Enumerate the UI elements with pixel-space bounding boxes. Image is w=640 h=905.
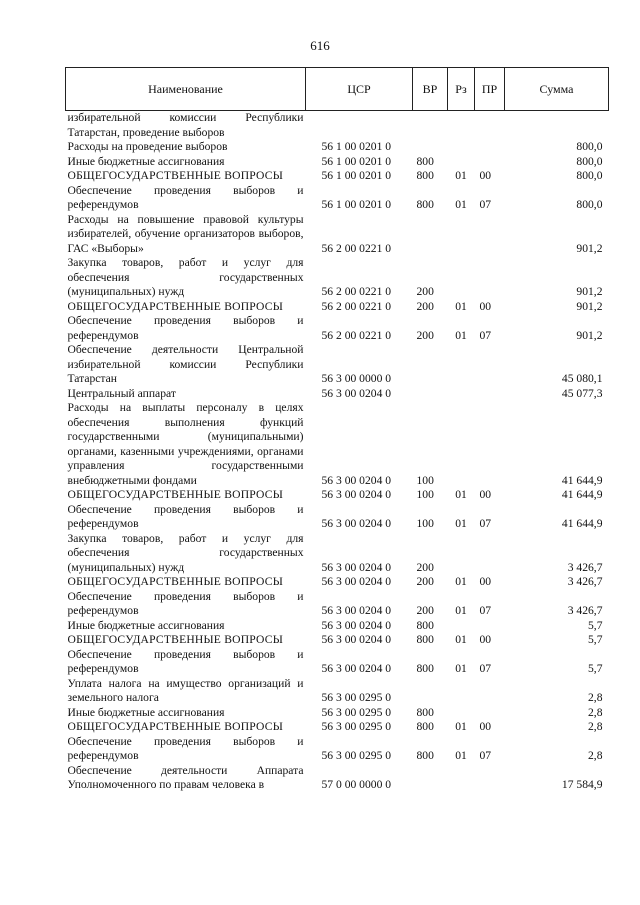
cell-vr: 800 [416, 749, 434, 762]
table-row [66, 343, 609, 387]
cell-name: Обеспечение проведения выборов и референдумов [67, 589, 304, 617]
cell-sum: 3 426,7 [567, 560, 603, 574]
cell-name: Закупка товаров, работ и услуг для обеспечения государственных (муниципальных) нужд [67, 256, 304, 298]
budget-table [65, 67, 609, 793]
cell-vr [413, 764, 448, 793]
cell-name: Иные бюджетные ассигнования [67, 705, 225, 719]
cell-vr: 800 [416, 154, 434, 168]
cell-name: Расходы на выплаты персоналу в целях обеспечения выполнения функций государственными (муниципальными) органами, казенными учреждениями, органами управления государственными внебюджетными фондами [67, 401, 304, 487]
cell-name: Закупка товаров, работ и услуг для обеспечения государственных (муниципальных) нужд [67, 531, 304, 574]
cell-pr [475, 706, 505, 721]
cell-vr: 100 [416, 517, 434, 530]
table-row [66, 387, 609, 402]
cell-vr: 200 [416, 604, 434, 617]
cell-rz [448, 619, 475, 634]
cell-vr [413, 387, 448, 402]
cell-sum: 901,2 [576, 328, 603, 342]
table-row [66, 764, 609, 793]
cell-pr [475, 619, 505, 634]
cell-vr: 800 [416, 633, 434, 646]
cell-sum: 2,8 [588, 691, 603, 704]
cell-csr: 56 3 00 0204 0 [321, 473, 392, 487]
cell-rz [448, 677, 475, 706]
cell-csr: 56 3 00 0295 0 [321, 749, 392, 762]
cell-rz [448, 155, 475, 170]
cell-pr: 07 [479, 198, 492, 211]
cell-sum: 5,7 [588, 618, 603, 632]
cell-csr: 56 1 00 0201 0 [321, 154, 392, 168]
cell-sum: 45 080,1 [561, 372, 603, 385]
cell-rz: 01 [455, 749, 467, 762]
cell-csr: 56 2 00 0221 0 [321, 285, 392, 298]
cell-csr: 56 3 00 0204 0 [321, 575, 392, 588]
cell-name: ОБЩЕГОСУДАРСТВЕННЫЕ ВОПРОСЫ [67, 169, 284, 182]
table-row [66, 184, 609, 213]
header-vr: ВР [413, 68, 448, 111]
cell-vr: 800 [416, 198, 434, 211]
table-body [66, 111, 609, 793]
cell-pr [475, 532, 505, 576]
cell-csr: 56 3 00 0204 0 [321, 618, 392, 632]
cell-sum: 901,2 [576, 285, 603, 298]
cell-rz: 01 [455, 720, 467, 733]
cell-sum: 800,0 [576, 198, 603, 211]
cell-rz: 01 [455, 604, 467, 617]
cell-rz [448, 140, 475, 155]
table-header-row [66, 68, 609, 111]
table-row [66, 169, 609, 184]
cell-vr: 100 [416, 488, 434, 501]
cell-sum: 41 644,9 [561, 473, 603, 487]
cell-rz: 01 [455, 328, 467, 342]
cell-pr [475, 401, 505, 488]
cell-name: Обеспечение проведения выборов и референдумов [67, 183, 304, 211]
cell-pr: 07 [479, 662, 492, 675]
cell-vr: 200 [416, 285, 434, 298]
header-sum: Сумма [505, 68, 609, 111]
cell-pr [475, 677, 505, 706]
table-row [66, 140, 609, 155]
table-row [66, 720, 609, 735]
cell-sum [505, 111, 609, 141]
table-row [66, 314, 609, 343]
cell-rz [448, 343, 475, 387]
cell-csr: 56 1 00 0201 0 [321, 198, 392, 211]
cell-vr: 200 [416, 575, 434, 588]
table-row [66, 300, 609, 315]
cell-name: Центральный аппарат [67, 386, 176, 400]
cell-rz [448, 401, 475, 488]
cell-pr: 00 [479, 169, 492, 182]
cell-sum: 41 644,9 [561, 488, 603, 501]
cell-name: Обеспечение проведения выборов и референдумов [67, 647, 304, 675]
cell-csr: 56 3 00 0204 0 [321, 517, 392, 530]
cell-pr [475, 111, 505, 141]
cell-pr [475, 343, 505, 387]
cell-rz [448, 706, 475, 721]
cell-vr [413, 213, 448, 257]
cell-sum: 901,2 [576, 299, 603, 313]
cell-pr [475, 140, 505, 155]
header-pr: ПР [475, 68, 505, 111]
cell-vr [413, 343, 448, 387]
cell-name: ОБЩЕГОСУДАРСТВЕННЫЕ ВОПРОСЫ [67, 575, 284, 588]
cell-csr: 56 2 00 0221 0 [321, 328, 392, 342]
cell-name: избирательной комиссии Республики Татарстан, проведение выборов [67, 111, 304, 139]
cell-sum: 2,8 [588, 705, 603, 719]
cell-vr: 800 [416, 705, 434, 719]
cell-rz: 01 [455, 488, 467, 501]
cell-rz [448, 532, 475, 576]
cell-vr [413, 677, 448, 706]
cell-csr: 56 3 00 0204 0 [321, 633, 392, 646]
cell-vr: 800 [416, 662, 434, 675]
cell-rz: 01 [455, 633, 467, 646]
table-row [66, 633, 609, 648]
cell-pr: 07 [479, 749, 492, 762]
cell-rz [448, 111, 475, 141]
cell-pr: 00 [479, 299, 492, 313]
cell-pr: 00 [479, 488, 492, 501]
cell-rz: 01 [455, 299, 467, 313]
cell-csr [306, 111, 413, 141]
cell-name: Расходы на проведение выборов [67, 140, 228, 153]
cell-rz [448, 256, 475, 300]
cell-rz: 01 [455, 169, 467, 182]
cell-rz [448, 387, 475, 402]
cell-pr [475, 764, 505, 793]
header-rz: Рз [448, 68, 475, 111]
cell-csr: 56 3 00 0204 0 [321, 386, 392, 400]
cell-csr: 56 3 00 0204 0 [321, 662, 392, 675]
cell-name: ОБЩЕГОСУДАРСТВЕННЫЕ ВОПРОСЫ [67, 720, 284, 733]
table-row [66, 111, 609, 141]
cell-sum: 2,8 [588, 720, 603, 733]
cell-rz: 01 [455, 575, 467, 588]
cell-vr: 200 [416, 299, 434, 313]
cell-vr: 200 [416, 328, 434, 342]
cell-csr: 56 1 00 0201 0 [321, 169, 392, 182]
cell-sum: 3 426,7 [567, 575, 603, 588]
cell-pr: 07 [479, 517, 492, 530]
cell-csr: 56 3 00 0000 0 [321, 372, 392, 385]
cell-csr: 56 3 00 0295 0 [321, 720, 392, 733]
cell-csr: 56 2 00 0221 0 [321, 299, 392, 313]
cell-pr: 00 [479, 720, 492, 733]
table-row [66, 256, 609, 300]
table-row [66, 213, 609, 257]
cell-csr: 56 2 00 0221 0 [321, 241, 392, 255]
cell-pr: 07 [479, 328, 492, 342]
cell-rz: 01 [455, 198, 467, 211]
cell-name: Иные бюджетные ассигнования [67, 154, 225, 168]
cell-sum: 41 644,9 [561, 517, 603, 530]
table-row [66, 401, 609, 488]
cell-vr: 200 [416, 560, 434, 574]
cell-vr: 800 [416, 720, 434, 733]
cell-pr [475, 256, 505, 300]
cell-pr [475, 213, 505, 257]
cell-name: ОБЩЕГОСУДАРСТВЕННЫЕ ВОПРОСЫ [67, 633, 284, 646]
cell-rz: 01 [455, 517, 467, 530]
cell-sum: 800,0 [576, 169, 603, 182]
table-row [66, 619, 609, 634]
cell-pr [475, 155, 505, 170]
cell-csr: 56 3 00 0295 0 [321, 691, 392, 704]
cell-sum: 5,7 [588, 662, 603, 675]
cell-sum: 17 584,9 [561, 778, 603, 791]
table-row [66, 706, 609, 721]
cell-csr: 56 3 00 0204 0 [321, 488, 392, 501]
cell-pr [475, 387, 505, 402]
cell-vr: 100 [416, 473, 434, 487]
cell-vr [413, 140, 448, 155]
cell-name: Уплата налога на имущество организаций и земельного налога [67, 676, 304, 704]
table-row [66, 735, 609, 764]
cell-name: Обеспечение проведения выборов и референдумов [67, 734, 304, 762]
cell-name: ОБЩЕГОСУДАРСТВЕННЫЕ ВОПРОСЫ [67, 299, 284, 313]
cell-name: Обеспечение проведения выборов и референдумов [67, 502, 304, 530]
cell-name: Расходы на повышение правовой культуры избирателей, обучение организаторов выборов, ГАС «Выборы» [67, 212, 304, 255]
page-number: 616 [310, 38, 330, 53]
cell-name: Иные бюджетные ассигнования [67, 618, 225, 632]
table-row [66, 575, 609, 590]
table-row [66, 155, 609, 170]
table-row [66, 677, 609, 706]
cell-rz: 01 [455, 662, 467, 675]
cell-vr: 800 [416, 169, 434, 182]
header-name: Наименование [66, 68, 306, 111]
cell-name: Обеспечение деятельности Центральной избирательной комиссии Республики Татарстан [67, 343, 304, 385]
table-row [66, 503, 609, 532]
cell-sum: 3 426,7 [567, 604, 603, 617]
table-row [66, 532, 609, 576]
table-row [66, 648, 609, 677]
cell-csr: 57 0 00 0000 0 [321, 778, 392, 791]
cell-csr: 56 1 00 0201 0 [321, 140, 392, 153]
cell-rz [448, 764, 475, 793]
cell-csr: 56 3 00 0204 0 [321, 560, 392, 574]
cell-sum: 800,0 [576, 140, 603, 153]
cell-vr: 800 [416, 618, 434, 632]
cell-csr: 56 3 00 0295 0 [321, 705, 392, 719]
header-csr: ЦСР [306, 68, 413, 111]
cell-rz [448, 213, 475, 257]
cell-sum: 45 077,3 [561, 386, 603, 400]
cell-name: ОБЩЕГОСУДАРСТВЕННЫЕ ВОПРОСЫ [67, 488, 284, 501]
cell-pr: 00 [479, 575, 492, 588]
table-row [66, 488, 609, 503]
table-row [66, 590, 609, 619]
cell-name: Обеспечение деятельности Аппарата Уполномоченного по правам человека в [67, 763, 304, 791]
cell-sum: 5,7 [588, 633, 603, 646]
cell-sum: 901,2 [576, 241, 603, 255]
cell-csr: 56 3 00 0204 0 [321, 604, 392, 617]
cell-vr [413, 111, 448, 141]
cell-sum: 800,0 [576, 154, 603, 168]
cell-name: Обеспечение проведения выборов и референдумов [67, 314, 304, 342]
cell-pr: 00 [479, 633, 492, 646]
cell-pr: 07 [479, 604, 492, 617]
cell-sum: 2,8 [588, 749, 603, 762]
